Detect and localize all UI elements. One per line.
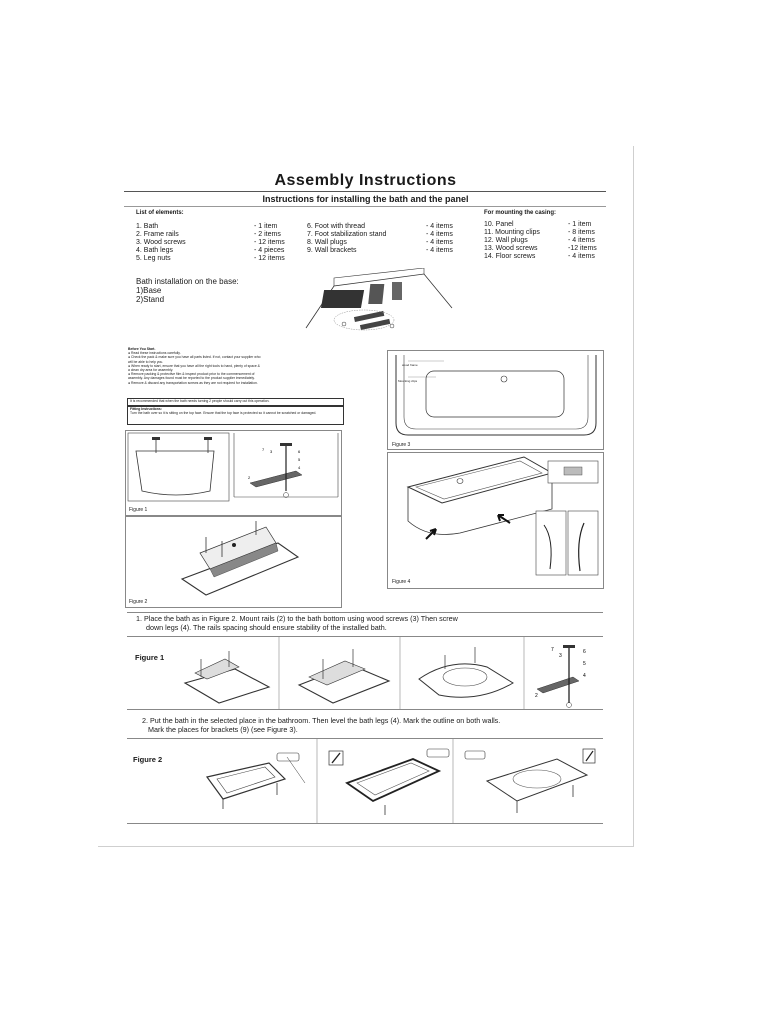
list-item: 10. Panel (484, 221, 514, 228)
stand-option: 2)Stand (136, 295, 165, 304)
list-item-qty: - 4 items (426, 247, 453, 254)
part-number-label: 3 (559, 653, 562, 659)
small-figure-2 (125, 516, 342, 608)
part-number-label: 6 (583, 649, 586, 655)
list-item-qty: - 4 items (426, 231, 453, 238)
part-number-label: 7 (551, 647, 554, 653)
list-item-qty: - 12 items (254, 255, 285, 262)
section-rule (127, 612, 603, 613)
part-number-label: 6 (298, 449, 301, 454)
list-item: 4. Bath legs (136, 247, 173, 254)
before-start-line: ● Remove & discard any transportation screws as they are not required for installation. (128, 380, 258, 385)
title-rule (124, 191, 606, 192)
before-start-line: ● When ready to start, ensure that you have all the right tools to hand, plenty of space & (128, 363, 260, 368)
list-item-qty: - 2 items (254, 231, 281, 238)
list-item-qty: - 4 items (426, 223, 453, 230)
list-item-qty: - 4 items (568, 237, 595, 244)
list-item-qty: -12 items (568, 245, 597, 252)
base-install-heading: Bath installation on the base: (136, 277, 239, 286)
casing-list (484, 221, 540, 261)
before-start-line: a clean dry area for assembly. (128, 368, 174, 373)
base-option: 1)Base (136, 286, 162, 295)
elements-qty-1 (254, 223, 285, 263)
before-start-line: assembly. Any damages found must be reported to the product supplier immediately. (128, 376, 255, 381)
before-start-line: will be able to help you. (128, 359, 164, 364)
list-item-qty: - 4 pieces (254, 247, 285, 254)
recommendation-note: It is recommended that when the bath needs turning 2 people should carry out this operation. (127, 398, 344, 406)
subtitle-rule (124, 206, 606, 207)
figure-1-label: Figure 1 (135, 653, 165, 662)
part-number-label: 7 (262, 447, 265, 452)
part-number-label: 2 (248, 475, 251, 480)
step-1-line-2: down legs (4). The rails spacing should ensure stability of the installed bath. (146, 623, 387, 632)
before-start-heading: Before You Start. (128, 347, 156, 351)
list-item-qty: - 1 item (568, 221, 592, 228)
list-item: 9. Wall brackets (307, 247, 357, 254)
list-item: 14. Floor screws (484, 253, 536, 260)
figure-caption: Figure 1 (129, 507, 148, 513)
list-item: 7. Foot stabilization stand (307, 231, 387, 238)
figure-caption: Figure 3 (392, 442, 411, 448)
step-1-line-1: 1. Place the bath as in Figure 2. Mount rails (2) to the bath bottom using wood screws (3) Then screw (136, 614, 458, 623)
figure-2-label: Figure 2 (133, 755, 163, 764)
list-item: 13. Wood screws (484, 245, 538, 252)
figure-2-strip (127, 738, 603, 824)
step-2-line-1: 2. Put the bath in the selected place in the bathroom. Then level the bath legs (4). Mark the outline on both walls. (142, 716, 501, 725)
list-item: 6. Foot with thread (307, 223, 365, 230)
casing-heading: For mounting the casing: (484, 210, 556, 216)
figure-caption: Figure 4 (392, 579, 411, 585)
small-figure-1 (125, 430, 342, 516)
list-item: 11. Mounting clips (484, 229, 540, 236)
mounting-clips-label: Mounting clips (398, 379, 418, 383)
part-number-label: 5 (583, 661, 586, 667)
before-start-line: ● Check the pack & make sure you have all parts listed. If not, contact your supplier who (128, 355, 261, 360)
base-installation-illustration (304, 268, 454, 334)
fitting-text: Turn the bath over so it is sitting on the top face. Ensure that the top face is protected so it cannot be scratched or damaged. (130, 411, 317, 416)
elements-qty-2 (426, 223, 453, 255)
list-item-qty: - 12 items (254, 239, 285, 246)
figure-1-strip (127, 636, 603, 710)
list-item: 5. Leg nuts (136, 255, 171, 262)
casing-qty (568, 221, 597, 261)
list-item-qty: - 1 item (254, 223, 278, 230)
list-item: 3. Wood screws (136, 239, 186, 246)
elements-list-2 (307, 223, 386, 255)
before-start-block (128, 347, 343, 385)
list-item: 2. Frame rails (136, 231, 179, 238)
small-figure-3 (387, 350, 604, 450)
list-item-qty: - 8 items (568, 229, 595, 236)
list-heading: List of elements: (136, 210, 184, 216)
wood-frame-label: wood frame (402, 363, 418, 367)
list-item: 8. Wall plugs (307, 239, 347, 246)
fitting-instructions-box (127, 406, 344, 425)
instruction-sheet (98, 146, 634, 847)
part-number-label: 2 (535, 693, 538, 699)
part-number-label: 5 (298, 457, 301, 462)
before-start-line: ● Read these instructions carefully. (128, 351, 181, 356)
elements-list-1 (136, 223, 186, 263)
list-item: 12. Wall plugs (484, 237, 528, 244)
small-figure-4 (387, 452, 604, 589)
page-subtitle: Instructions for installing the bath and the panel (262, 194, 469, 204)
figure-caption: Figure 2 (129, 599, 148, 605)
part-number-label: 4 (298, 465, 301, 470)
part-number-label: 4 (583, 673, 586, 679)
step-2-line-2: Mark the places for brackets (9) (see Figure 3). (148, 725, 298, 734)
list-item-qty: - 4 items (426, 239, 453, 246)
fitting-heading: Fitting Instructions: (130, 407, 162, 411)
list-item: 1. Bath (136, 223, 159, 230)
part-number-label: 3 (270, 449, 273, 454)
page-title: Assembly Instructions (274, 172, 457, 189)
list-item-qty: - 4 items (568, 253, 595, 260)
before-start-line: ● Remove packing & protective film & inspect product prior to the commencement of (128, 372, 255, 377)
